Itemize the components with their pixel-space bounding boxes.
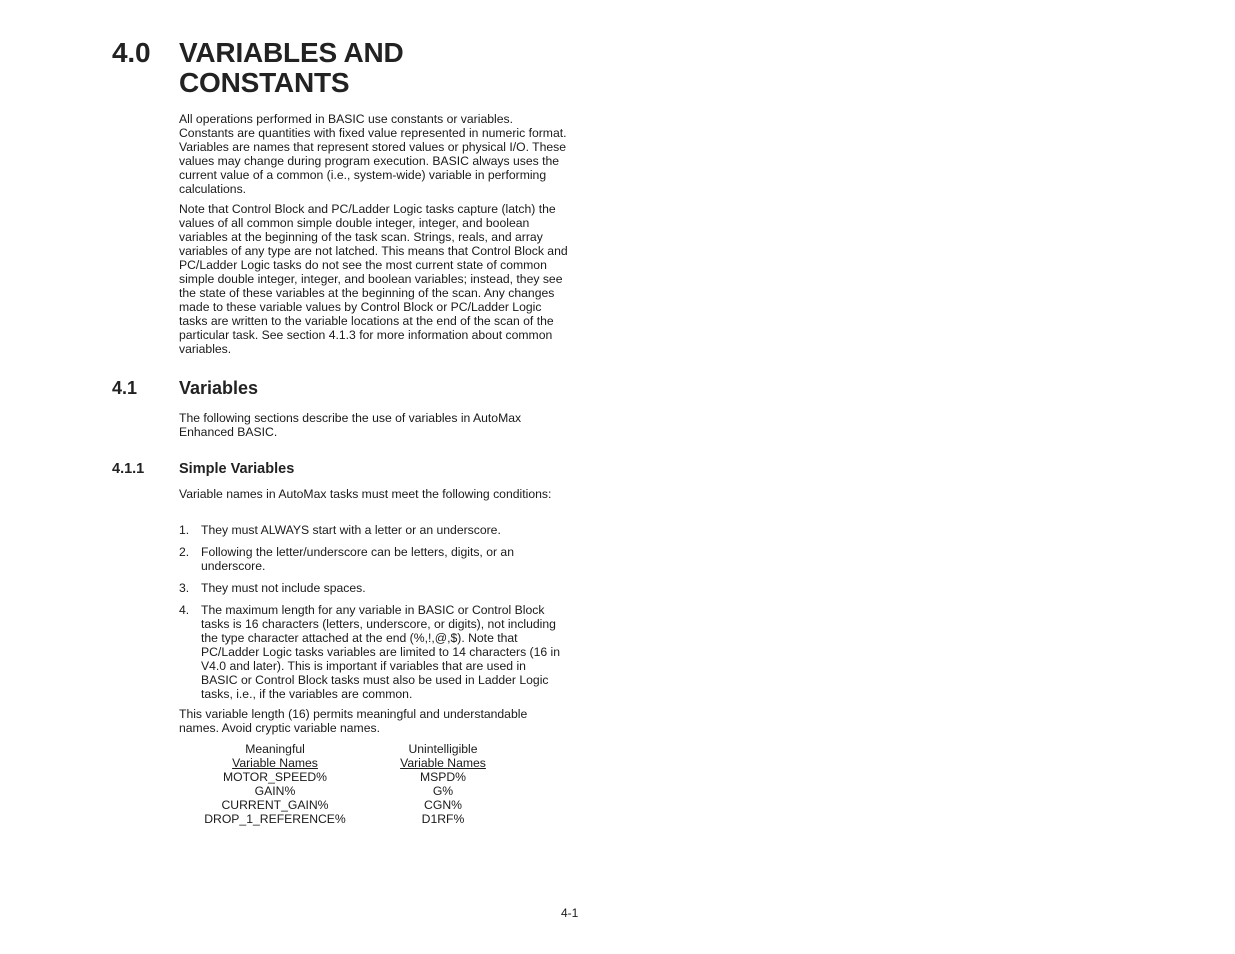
table-cell: D1RF% (421, 812, 465, 826)
page-number: 4-1 (561, 906, 579, 920)
list-item-number: 2. (179, 545, 190, 559)
table-cell: DROP_1_REFERENCE% (204, 812, 346, 826)
intro-text (179, 112, 569, 356)
column-header: Variable Names (232, 756, 318, 770)
column-header: Meaningful (245, 742, 305, 756)
list-item-number: 4. (179, 603, 190, 617)
list-item (179, 603, 569, 701)
table-cell: CURRENT_GAIN% (221, 798, 329, 812)
section-number: 4.1 (112, 378, 138, 398)
chapter-number: 4.0 (112, 37, 151, 68)
chapter-title: VARIABLES AND CONSTANTS (179, 37, 404, 98)
table-cell: G% (432, 784, 454, 798)
list-item-text: The maximum length for any variable in BASIC or Control Block tasks is 16 characters (letters, underscore, or digits), not including the type character attached at the end (%,!,@,$). Note that PC/Ladder Logic tasks variables are limited to 14 characters (16 in V4.0 and later). This is important if variables that are used in BASIC or Control Block tasks must also be used in Ladder Logic tasks, i.e., if the variables are common. (201, 603, 561, 701)
section-4-1-1-closing (179, 707, 569, 735)
unintelligible-column (390, 742, 496, 826)
list-item (179, 545, 569, 573)
conditions-intro: Variable names in AutoMax tasks must meet the following conditions: (179, 487, 552, 501)
list-item-text: They must not include spaces. (201, 581, 366, 595)
list-item (179, 581, 569, 595)
list-item (179, 523, 569, 537)
intro-paragraph-1: All operations performed in BASIC use constants or variables. Constants are quantities with fixed value represented in numeric format. Variables are names that represent stored values or physical I/O. These values may change during program execution. BASIC always uses the current value of a common (i.e., system-wide) variable in performing calculations. (179, 112, 567, 196)
intro-paragraph-2: Note that Control Block and PC/Ladder Logic tasks capture (latch) the values of all common simple double integer, integer, and boolean variables at the beginning of the task scan. Strings, reals, and array variables of any type are not latched. This means that Control Block and PC/Ladder Logic tasks do not see the most current state of common simple double integer, integer, and boolean variables; instead, they see the state of these variables at the beginning of the scan. Any changes made to these variable values by Control Block or PC/Ladder Logic tasks are written to the variable locations at the end of the scan of the particular task. See section 4.1.3 for more information about common variables. (179, 202, 568, 356)
list-item-text: Following the letter/underscore can be letters, digits, or an underscore. (201, 545, 514, 573)
section-4-1-text (179, 411, 569, 439)
column-header: Variable Names (400, 756, 486, 770)
list-item-text: They must ALWAYS start with a letter or an underscore. (201, 523, 501, 537)
section-title: Variables (179, 378, 259, 398)
subsection-title: Simple Variables (179, 461, 295, 477)
subsection-number: 4.1.1 (112, 461, 145, 477)
table-cell: CGN% (424, 798, 462, 812)
table-cell: MOTOR_SPEED% (222, 770, 328, 784)
column-header: Unintelligible (408, 742, 478, 756)
meaningful-column (195, 742, 355, 826)
conditions-list (179, 523, 569, 701)
table-cell: GAIN% (254, 784, 296, 798)
list-item-number: 1. (179, 523, 190, 537)
length-paragraph: This variable length (16) permits meaningful and understandable names. Avoid cryptic variable names. (179, 707, 528, 735)
section-4-1-1-intro (179, 487, 569, 501)
section-4-1-paragraph: The following sections describe the use of variables in AutoMax Enhanced BASIC. (179, 411, 522, 439)
table-cell: MSPD% (419, 770, 467, 784)
list-item-number: 3. (179, 581, 190, 595)
